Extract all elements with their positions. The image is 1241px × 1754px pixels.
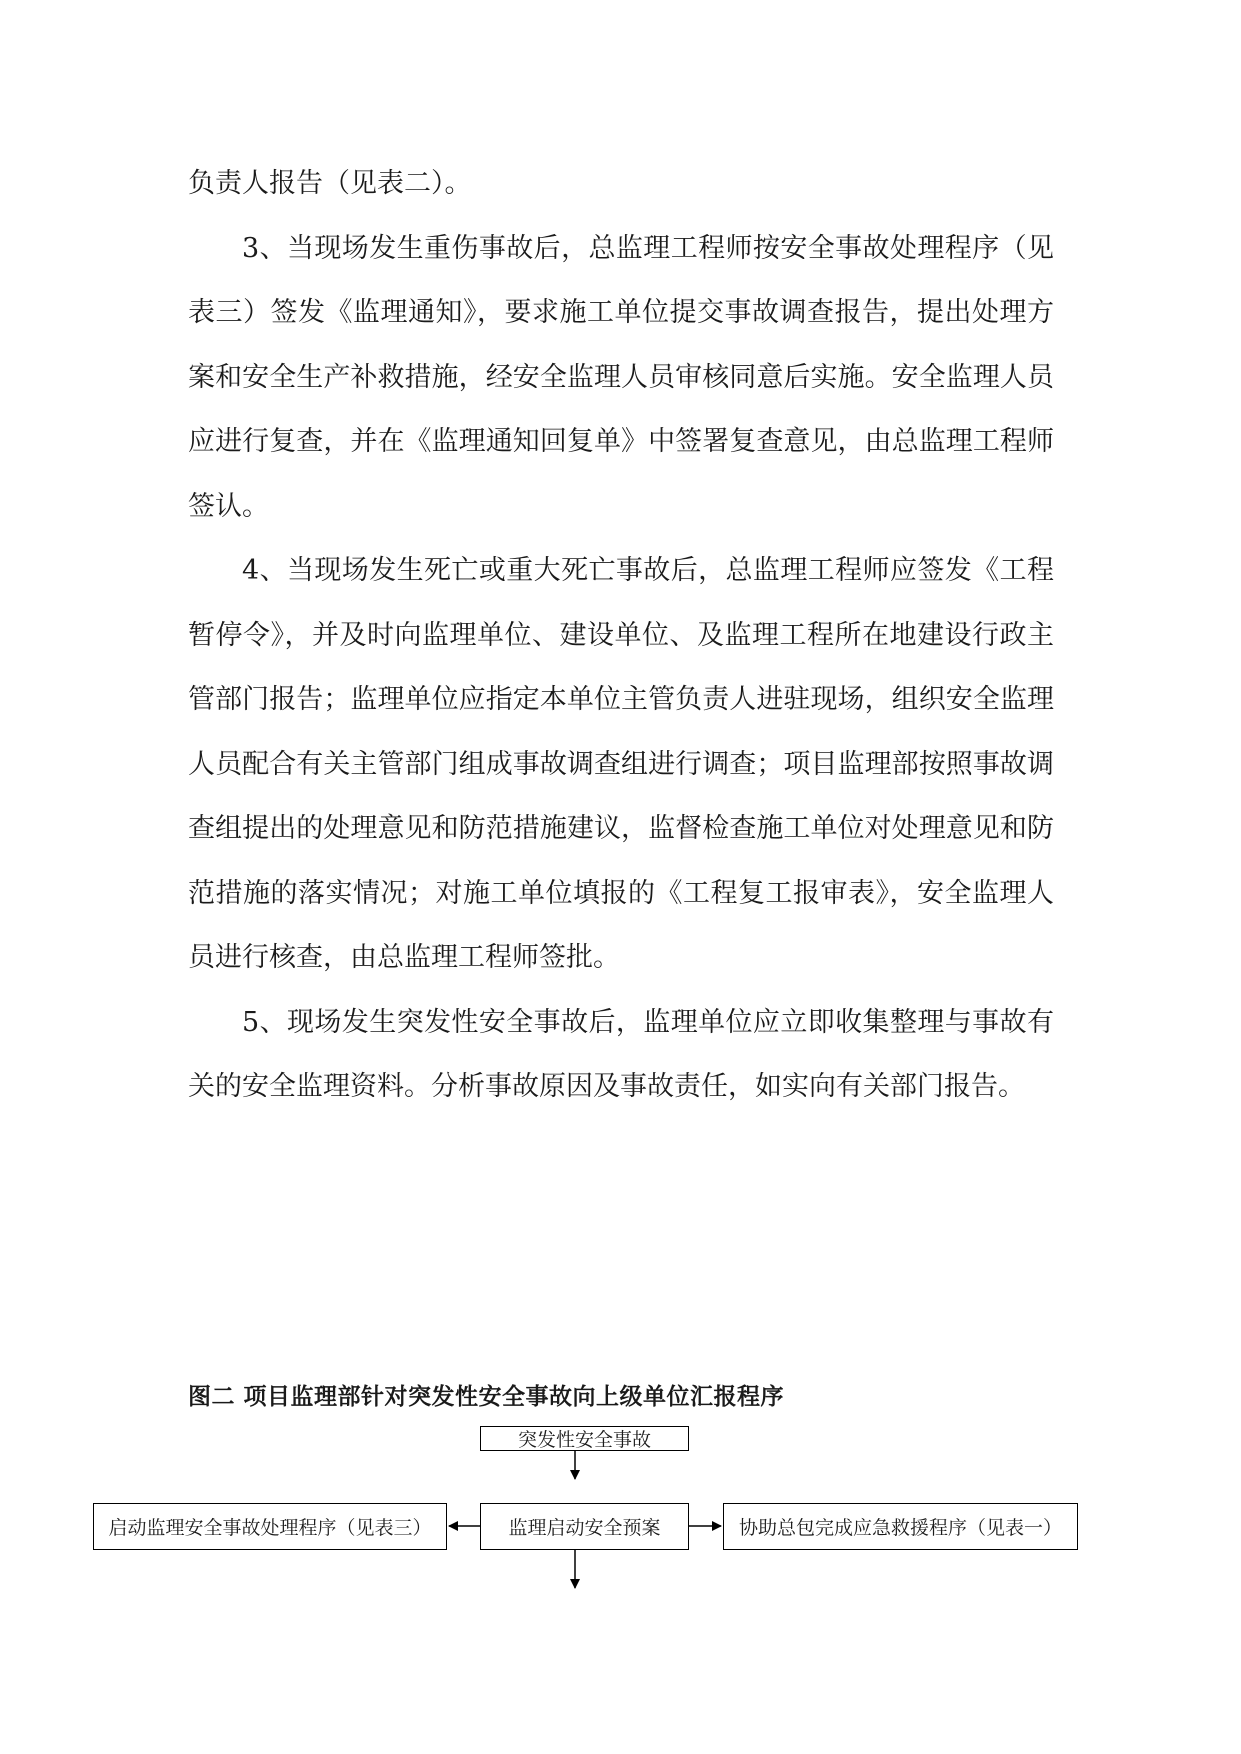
flow-node-rescue-procedure [723, 1503, 1078, 1550]
flow-node-label: 协助总包完成应急救援程序（见表一） [738, 1517, 1062, 1539]
flow-node-safety-plan [480, 1503, 689, 1550]
paragraph-item-5: 5、现场发生突发性安全事故后，监理单位应立即收集整理与事故有关的安全监理资料。分析事故原因及事故责任，如实向有关部门报告。 [188, 1006, 1054, 1102]
paragraph-item-4: 4、当现场发生死亡或重大死亡事故后，总监理工程师应签发《工程暂停令》，并及时向监理单位、建设单位、及监理工程所在地建设行政主管部门报告；监理单位应指定本单位主管负责人进驻现场，组织安全监理人员配合有关主管部门组成事故调查组进行调查；项目监理部按照事故调查组提出的处理意见和防范措施建议，监督检查施工单位对处理意见和防范措施的落实情况；对施工单位填报的《工程复工报审表》，安全监理人员进行核查，由总监理工程师签批。 [188, 555, 1054, 973]
flow-node-accident-procedure [93, 1503, 447, 1550]
figure-title: 图二 项目监理部针对突发性安全事故向上级单位汇报程序 [188, 1384, 785, 1410]
flow-node-emergency-event [480, 1426, 689, 1451]
paragraph-continuation: 负责人报告（见表二）。 [188, 168, 472, 199]
flow-node-label: 突发性安全事故 [517, 1429, 651, 1451]
flow-node-label: 启动监理安全事故处理程序（见表三） [108, 1517, 432, 1539]
flow-node-label: 监理启动安全预案 [508, 1517, 661, 1539]
paragraph-item-3: 3、当现场发生重伤事故后，总监理工程师按安全事故处理程序（见表三）签发《监理通知》，要求施工单位提交事故调查报告，提出处理方案和安全生产补救措施，经安全监理人员审核同意后实施。安全监理人员应进行复查，并在《监理通知回复单》中签署复查意见，由总监理工程师签认。 [188, 232, 1054, 522]
